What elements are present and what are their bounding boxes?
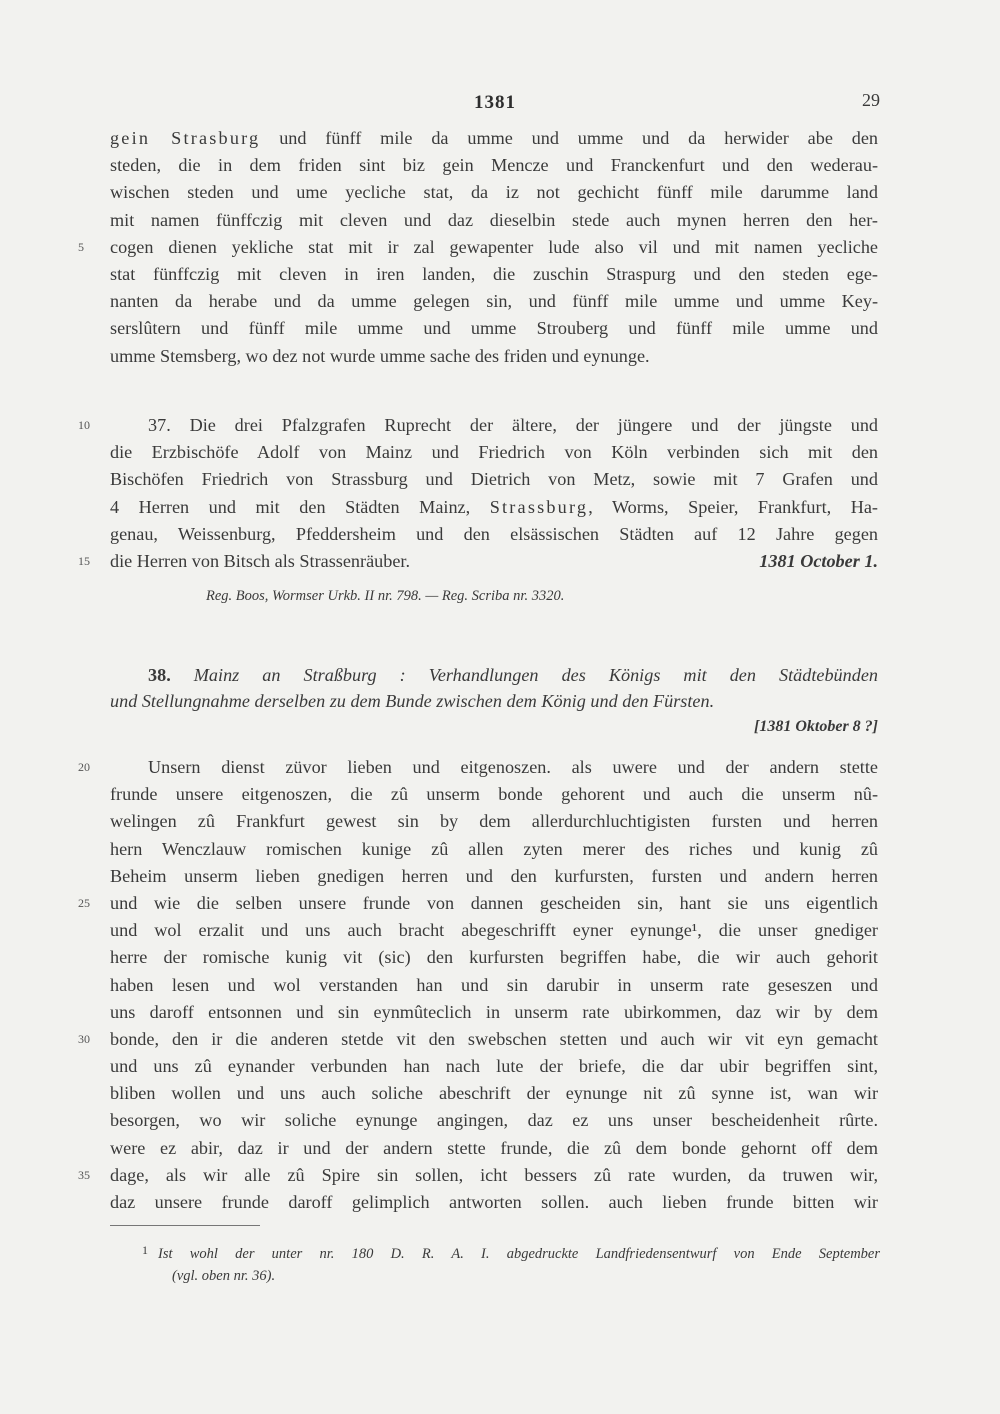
text-line-content: die Herren von Bitsch als Strassenräuber.	[110, 550, 411, 571]
text-line: bliben wollen und uns auch soliche abeschrift der eynunge nit zû synne ist, wan wir	[110, 1083, 878, 1104]
text-line: herre der romische kunig vit (sic) den kurfursten begriffen habe, die wir auch gehorit	[110, 947, 878, 968]
text-line: nanten da herabe und da umme gelegen sin, und fünff mile umme und umme Key-	[110, 291, 878, 312]
text-line	[110, 494, 878, 521]
text-line-content: Die drei Pfalzgrafen Ruprecht der ältere, der jüngere und der jüngste und	[189, 415, 879, 435]
text-line: daz unsere frunde daroff gelimplich antworten sollen. auch lieben frunde bitten wir	[110, 1192, 878, 1212]
text-line: Bischöfen Friedrich von Strassburg und Dietrich von Metz, sowie mit 7 Grafen und	[110, 469, 878, 490]
text-line-part: und fünff mile da umme und umme und da herwider abe den	[279, 128, 878, 148]
footnote-mark: 1	[142, 1243, 148, 1257]
entry-date: 1381 October 1.	[759, 550, 878, 571]
text-line	[78, 890, 878, 917]
page-number: 29	[862, 90, 880, 110]
text-line: serslûtern und fünff mile umme und umme Strouberg und fünff mile umme und	[110, 318, 878, 339]
text-line: stat fünffczig mit cleven in iren landen, die zuschin Straspurg und den steden ege-	[110, 263, 878, 284]
text-line-part: , Worms, Speier, Frankfurt, Ha-	[588, 496, 878, 517]
text-line: wischen steden und ume yecliche stat, da iz not gechicht fünff mile darumme land	[110, 182, 878, 203]
text-line: und wol erzalit und uns auch bracht abegeschrifft eyner eynunge¹, die unser gnediger	[110, 920, 878, 941]
text-line	[78, 1026, 878, 1053]
text-line	[78, 754, 878, 781]
line-number: 10	[78, 418, 90, 432]
text-line: were ez abir, daz ir und der andern stette frunde, die zû dem bonde gehornt off dem	[110, 1137, 878, 1158]
entry-37	[78, 412, 879, 575]
text-line: uns daroff entsonnen und sin eynmûteclich in unserm rate ubirkommen, daz wir by dem	[110, 1001, 878, 1022]
text-line-content: dage, als wir alle zû Spire sin sollen, icht bessers zû rate wurden, da truwen wir,	[110, 1164, 878, 1185]
entry-number: 38.	[148, 665, 171, 685]
text-block-continuation	[78, 125, 878, 370]
footnote-line: Ist wohl der unter nr. 180 D. R. A. I. abgedruckte Landfriedensentwurf von Ende September	[158, 1246, 880, 1262]
text-line: mit namen fünffczig mit cleven und daz dieselbin stede auch mynen herren den her-	[110, 209, 878, 230]
text-line: umme Stemsberg, wo dez not wurde umme sache des friden und eynunge.	[110, 345, 650, 366]
entry-38-body	[78, 754, 878, 1216]
text-line-part: Strassburg	[489, 496, 589, 517]
line-number: 15	[78, 553, 90, 568]
running-head-year: 1381	[474, 92, 516, 113]
text-line-part: 4 Herren und mit den Städten Mainz,	[110, 496, 490, 517]
text-line	[78, 548, 878, 575]
text-line-content: Unsern dienst züvor lieben und eitgenoszen. als uwere und der andern stette	[148, 757, 878, 777]
text-line: welingen zû Frankfurt gewest sin by dem allerdurchluchtigisten fursten und herren	[110, 811, 878, 832]
footnote-rule	[110, 1225, 260, 1226]
text-line-content: und wie die selben unsere frunde von dannen gescheiden sin, hant sie uns eigentlich	[110, 892, 878, 913]
line-number: 25	[78, 895, 90, 910]
line-number: 35	[78, 1167, 90, 1182]
line-number: 5	[78, 239, 84, 254]
text-line	[78, 234, 878, 261]
text-line	[78, 412, 879, 439]
entry-38-heading	[110, 662, 878, 740]
text-line: steden, die in dem friden sint biz gein Mencze und Franckenfurt und den wederau-	[110, 155, 878, 176]
text-line	[78, 1162, 878, 1189]
text-line	[110, 125, 878, 152]
text-line-part: gein Strasburg	[110, 128, 261, 148]
line-number: 20	[78, 760, 90, 774]
text-line: genau, Weissenburg, Pfeddersheim und den elsässischen Städten auf 12 Jahre gegen	[110, 523, 878, 544]
entry-date: [1381 Oktober 8 ?]	[754, 718, 878, 735]
entry-number: 37.	[148, 415, 171, 435]
line-number: 30	[78, 1031, 90, 1046]
entry-title: Mainz an Straßburg : Verhandlungen des Königs mit den Städtebünden	[193, 665, 879, 685]
text-line-content: cogen dienen yekliche stat mit ir zal gewapenter lude also vil und mit namen yecliche	[110, 236, 878, 257]
text-line: und uns zû eynander verbunden han nach lute der briefe, die dar ubir begriffen sint,	[110, 1056, 878, 1077]
text-line: besorgen, wo wir soliche eynunge angingen, daz ez uns unser bescheidenheit rûrte.	[110, 1110, 878, 1131]
regest-reference: Reg. Boos, Wormser Urkb. II nr. 798. — Reg. Scriba nr. 3320.	[206, 588, 565, 604]
heading-line: und Stellungnahme derselben zu dem Bunde zwischen dem König und den Fürsten.	[110, 691, 715, 711]
text-line-content: bonde, den ir die anderen stetde vit den swebschen stetten und auch wir vit eyn gemacht	[110, 1028, 878, 1049]
footnote	[142, 1243, 880, 1287]
text-line: frunde unsere eitgenoszen, die zû unserm bonde gehorent und auch die unserm nû-	[110, 784, 878, 805]
text-line: haben lesen und wol verstanden han und sin darubir in unserm rate geseszen und	[110, 974, 878, 995]
heading-line	[110, 662, 878, 688]
text-line: Beheim unserm lieben gnedigen herren und den kurfursten, fursten und andern herren	[110, 865, 878, 886]
footnote-line: (vgl. oben nr. 36).	[172, 1268, 276, 1284]
text-line: hern Wenczlauw romischen kunige zû allen zyten merer des riches und kunig zû	[110, 838, 878, 859]
text-line: die Erzbischöfe Adolf von Mainz und Friedrich von Köln verbinden sich mit den	[110, 442, 878, 463]
